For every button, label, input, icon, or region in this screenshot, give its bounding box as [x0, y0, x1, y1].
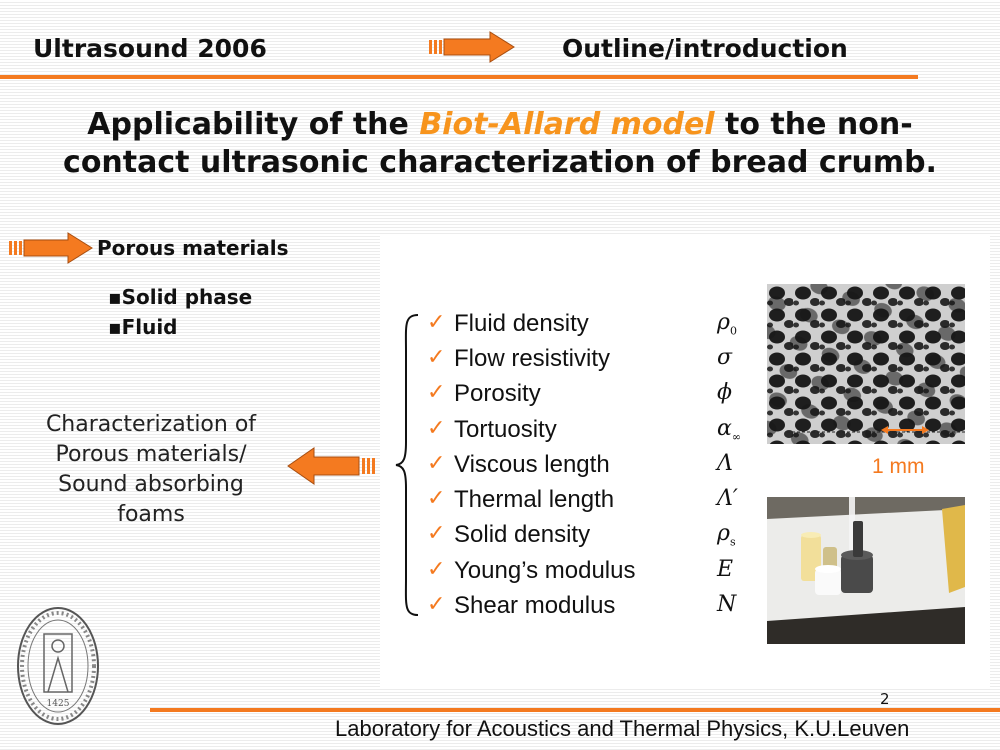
- param-label: Flow resistivity: [454, 345, 611, 372]
- checkmark-icon: ✓: [427, 451, 446, 476]
- footer-rule: [150, 708, 1000, 712]
- header-right-title: Outline/introduction: [562, 34, 848, 63]
- param-label: Tortuosity: [454, 416, 557, 443]
- foam-micrograph-image: [767, 284, 965, 444]
- param-symbol: [717, 592, 736, 619]
- param-symbol: [717, 557, 733, 584]
- param-symbol: [717, 310, 737, 337]
- symbol-main: ϕ: [717, 380, 732, 405]
- param-label: Solid density: [454, 521, 591, 548]
- list-item-solid-phase: ▪Solid phase: [108, 285, 253, 309]
- param-label: Fluid density: [454, 310, 589, 337]
- param-label: Viscous length: [454, 451, 610, 478]
- symbol-sub: s: [729, 535, 736, 549]
- param-symbol: [717, 380, 732, 407]
- arrow-left-icon: [286, 446, 378, 486]
- symbol-main: Λ: [717, 451, 733, 476]
- param-symbol: [717, 521, 736, 548]
- section-heading: Porous materials: [97, 236, 289, 260]
- scale-label: 1 mm: [872, 455, 925, 478]
- symbol-main: Λ′: [717, 486, 738, 511]
- symbol-main: ρ: [717, 310, 730, 335]
- page-number: 2: [880, 690, 890, 708]
- left-brace-icon: [392, 312, 426, 618]
- arrow-right-icon: [8, 232, 94, 264]
- slide-title: [60, 106, 940, 182]
- title-highlight: Biot-Allard model: [419, 107, 715, 142]
- symbol-sub: ∞: [731, 430, 742, 444]
- foam-samples-photo: [767, 497, 965, 644]
- param-symbol: [717, 451, 733, 478]
- symbol-main: N: [717, 592, 737, 617]
- header-rule: [0, 75, 918, 79]
- param-symbol: [717, 486, 738, 513]
- param-symbol: [717, 416, 741, 443]
- arrow-right-icon: [428, 30, 518, 64]
- list-item-label: Fluid: [121, 315, 178, 339]
- symbol-sub: 0: [729, 324, 737, 338]
- university-seal-icon: [14, 604, 102, 728]
- checkmark-icon: ✓: [427, 345, 446, 370]
- param-label: Porosity: [454, 380, 541, 407]
- symbol-main: α: [717, 416, 732, 441]
- checkmark-icon: ✓: [427, 486, 446, 511]
- list-item-label: Solid phase: [121, 285, 253, 309]
- scale-bar-icon: [880, 422, 930, 438]
- param-label: Young’s modulus: [454, 557, 636, 584]
- header-left-title: Ultrasound 2006: [33, 34, 267, 63]
- checkmark-icon: ✓: [427, 592, 446, 617]
- param-symbol: [717, 345, 732, 372]
- symbol-main: σ: [717, 345, 733, 370]
- checkmark-icon: ✓: [427, 557, 446, 582]
- param-label: Thermal length: [454, 486, 615, 513]
- title-text-2: to the non-contact ultrasonic characterization of bread crumb.: [63, 107, 937, 180]
- param-label: Shear modulus: [454, 592, 616, 619]
- footer-text: Laboratory for Acoustics and Thermal Physics, K.U.Leuven: [335, 716, 910, 741]
- checkmark-icon: ✓: [427, 521, 446, 546]
- title-text-1: Applicability of the: [87, 107, 420, 142]
- checkmark-icon: ✓: [427, 310, 446, 335]
- checkmark-icon: ✓: [427, 416, 446, 441]
- characterization-text: Characterization of Porous materials/ Sound absorbing foams: [45, 412, 257, 527]
- svg-text:1425: 1425: [46, 699, 70, 709]
- checkmark-icon: ✓: [427, 380, 446, 405]
- list-item-fluid: ▪Fluid: [108, 315, 178, 339]
- symbol-main: ρ: [717, 521, 730, 546]
- symbol-main: E: [717, 557, 734, 582]
